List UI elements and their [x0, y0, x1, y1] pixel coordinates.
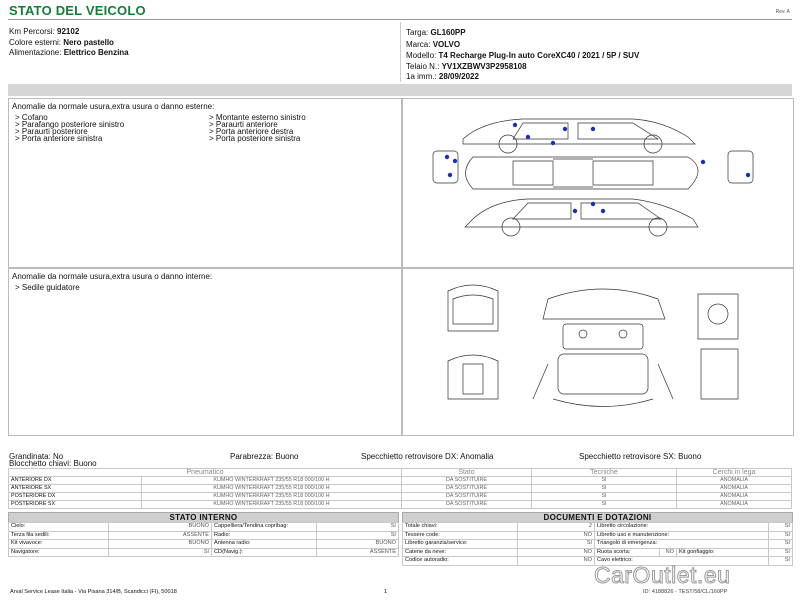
- specchietto-dx-text: Specchietto retrovisore DX: Anomalia: [361, 452, 494, 461]
- list-item: > Sedile guidatore: [15, 283, 80, 292]
- list-item: > Cofano: [15, 113, 48, 122]
- page-title: STATO DEL VEICOLO: [9, 3, 146, 18]
- table-row: Codice autoradio: NO Cavo elettrico: SI: [403, 557, 793, 566]
- marca-value: VOLVO: [432, 40, 461, 49]
- km-line: Km Percorsi: 92102: [9, 27, 80, 36]
- car-rear-outline: [728, 151, 753, 183]
- colore-line: Colore esterni: Nero pastello: [9, 38, 114, 47]
- tyres-header-cerchi: Cerchi in lega: [677, 469, 792, 477]
- table-row: Kit vivavoce: BUONO Antenna radio: BUONO: [9, 540, 399, 549]
- specchietto-sx-text: Specchietto retrovisore SX: Buono: [579, 452, 702, 461]
- car-exterior-diagram: [403, 99, 793, 267]
- table-row: Catene da neve: NO Ruota scorta: NO Kit gonfiaggio: SI: [403, 548, 793, 557]
- damage-marker: [563, 127, 567, 131]
- alimentazione-line: Alimentazione: Elettrico Benzina: [9, 48, 129, 57]
- caroutlet-watermark-logo: CarOutlet.eu: [594, 562, 731, 588]
- stato-interno-title: STATO INTERNO: [8, 512, 399, 523]
- documenti-table: [402, 522, 793, 566]
- info-separator: [400, 22, 401, 82]
- tyres-table-header: [9, 469, 792, 477]
- damage-marker: [526, 135, 530, 139]
- damage-marker: [453, 159, 457, 163]
- targa-value: GL160PP: [430, 28, 466, 37]
- damage-marker: [701, 160, 705, 164]
- table-row: Libretto garanzia/service: SI Triangolo di emergenza: SI: [403, 540, 793, 549]
- title-divider: [8, 19, 792, 20]
- telaio-value: YV1XZBWV3P2958108: [441, 62, 527, 71]
- table-row: Navigatore: SI CD(Navig.): ASSENTE: [9, 548, 399, 557]
- steering-area-outline: [698, 294, 738, 339]
- modello-line: Modello: T4 Recharge Plug-In auto CoreXC40 / 2021 / 5P / SUV: [406, 51, 640, 60]
- damage-marker: [448, 173, 452, 177]
- stato-interno-table: [8, 522, 399, 557]
- list-item: > Montante esterno sinistro: [209, 113, 306, 122]
- list-item: > Paraurti anteriore: [209, 120, 278, 129]
- table-row: ANTERIORE DX KUMHO WINTERKRAFT 235/55 R18 000/100 H DA SOSTITUIRE SI ANOMALIA: [9, 477, 792, 485]
- list-item: > Porta anteriore sinistra: [15, 134, 103, 143]
- immatricolazione-line: 1a imm.: 28/09/2022: [406, 72, 479, 81]
- revision-label: Rev. A: [775, 9, 790, 15]
- documenti-title: DOCUMENTI E DOTAZIONI: [402, 512, 793, 523]
- marca-line: Marca: VOLVO: [406, 40, 461, 49]
- damage-marker: [601, 209, 605, 213]
- damage-marker: [573, 209, 577, 213]
- list-item: > Paraurti posteriore: [15, 127, 88, 136]
- immatricolazione-value: 28/09/2022: [438, 72, 479, 81]
- grandinata-text: Grandinata: No: [9, 452, 64, 461]
- tyres-header-stato: Stato: [402, 469, 532, 477]
- table-row: ANTERIORE SX KUMHO WINTERKRAFT 235/55 R18 000/100 H DA SOSTITUIRE SI ANOMALIA: [9, 485, 792, 493]
- table-row: Totale chiavi: 2 Libretto circolazione: SI: [403, 523, 793, 532]
- damage-marker: [746, 173, 750, 177]
- footer-address: Arval Service Lease Italia - Via Pisana 314/B, Scandicci (FI), 50018: [10, 589, 177, 595]
- modello-value: T4 Recharge Plug-In auto CoreXC40 / 2021 / 5P / SUV: [438, 51, 640, 60]
- interior-seats-outline: [558, 354, 648, 394]
- list-item: > Porta anteriore destra: [209, 127, 294, 136]
- external-damage-panel: [8, 98, 402, 268]
- table-row: Cielo: BUONO Cappelliera/Tendina copribag: SI: [9, 523, 399, 532]
- damage-marker: [591, 127, 595, 131]
- front-seat-outline: [448, 355, 498, 399]
- footer-page-number: 1: [384, 589, 388, 595]
- table-row: Terza fila sedili: ASSENTE Radio: SI: [9, 531, 399, 540]
- internal-diagram-panel: [402, 268, 794, 436]
- section-band: [8, 84, 792, 96]
- table-row: POSTERIORE SX KUMHO WINTERKRAFT 235/55 R18 000/100 H DA SOSTITUIRE SI ANOMALIA: [9, 501, 792, 509]
- alimentazione-value: Elettrico Benzina: [63, 48, 129, 57]
- footer-document-id: ID: 4188826 - TEST/58/CL/160PP: [643, 589, 728, 595]
- external-damage-list-right: [209, 114, 306, 142]
- damage-marker: [513, 123, 517, 127]
- damage-marker: [591, 202, 595, 206]
- tyres-header-tecniche: Tecniche: [532, 469, 677, 477]
- telaio-line: Telaio N.: YV1XZBWV3P2958108: [406, 62, 527, 71]
- external-diagram-panel: [402, 98, 794, 268]
- damage-marker: [551, 141, 555, 145]
- table-row: Tessere code: NO Libretto uso e manutenzione: SI: [403, 531, 793, 540]
- list-item: > Porta posteriore sinistra: [209, 134, 301, 143]
- damage-markers: [445, 123, 750, 213]
- targa-line: Targa: GL160PP: [406, 28, 466, 37]
- car-interior-diagram: [403, 269, 793, 435]
- table-row: POSTERIORE DX KUMHO WINTERKRAFT 235/55 R18 000/100 H DA SOSTITUIRE SI ANOMALIA: [9, 493, 792, 501]
- colore-value: Nero pastello: [63, 38, 114, 47]
- external-damage-title: Anomalie da normale usura,extra usura o danno esterne:: [12, 102, 215, 111]
- tyres-header-pneumatico: Pneumatico: [9, 469, 402, 477]
- list-item: > Parafango posteriore sinistro: [15, 120, 125, 129]
- car-plan-outline: [466, 157, 699, 189]
- internal-damage-title: Anomalie da normale usura,extra usura o danno interne:: [12, 272, 213, 281]
- tyres-table: [8, 468, 792, 509]
- dashboard-outline: [543, 289, 665, 319]
- internal-damage-list: [15, 284, 80, 291]
- damage-marker: [445, 155, 449, 159]
- km-value: 92102: [57, 27, 80, 36]
- bloccaggio-text: Blocchetto chiavi: Buono: [9, 459, 97, 468]
- internal-damage-panel: [8, 268, 402, 436]
- parabrezza-text: Parabrezza: Buono: [230, 452, 299, 461]
- external-damage-list-left: [15, 114, 124, 142]
